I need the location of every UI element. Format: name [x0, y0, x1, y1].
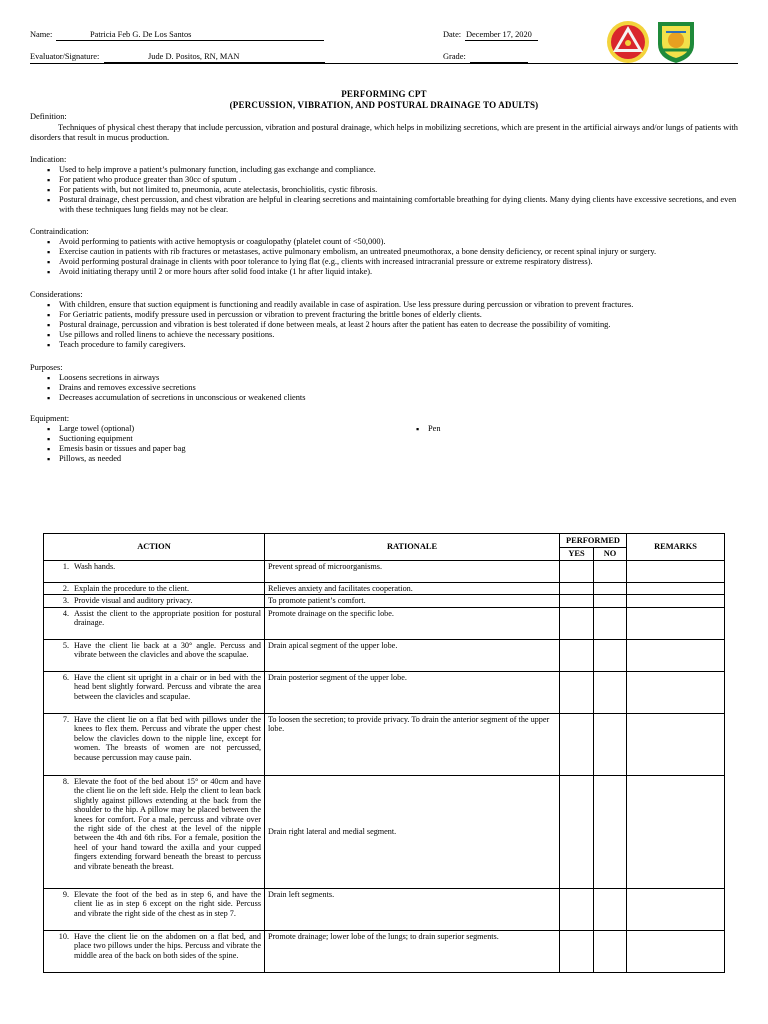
step-number: 8. [62, 776, 69, 786]
equipment-heading: Equipment: [30, 414, 70, 423]
no-cell[interactable] [594, 583, 627, 595]
table-row [44, 930, 725, 972]
table-row [44, 775, 725, 888]
step-rationale: Prevent spread of microorganisms. [265, 561, 560, 583]
step-rationale: Drain posterior segment of the upper lobe. [265, 671, 560, 713]
step-rationale: Promote drainage on the specific lobe. [265, 607, 560, 639]
list-item: ▪ Avoid performing to patients with active hemoptysis or coagulopathy (platelet count of <50,000). [45, 237, 738, 247]
list-item: ▪ Pillows, as needed [45, 454, 375, 464]
evaluator-value: Jude D. Positos, RN, MAN [148, 52, 240, 61]
list-item: ▪ Postural drainage, percussion and vibration is best tolerated if done between meals, at least 2 hours after the patient has eaten to decrease the possibility of vomiting. [45, 320, 738, 330]
indication-list [45, 165, 738, 215]
indication-heading: Indication: [30, 155, 67, 164]
list-item: ▪ Loosens secretions in airways [45, 373, 738, 383]
no-cell[interactable] [594, 930, 627, 972]
step-rationale: Drain apical segment of the upper lobe. [265, 639, 560, 671]
step-action: Wash hands. [74, 562, 116, 571]
list-item: ▪ Pen [414, 424, 614, 434]
list-item: ▪ For patient who produce greater than 30cc of sputum . [45, 175, 738, 185]
yes-cell[interactable] [560, 775, 594, 888]
list-item: ▪ Used to help improve a patient’s pulmonary function, including gas exchange and compliance. [45, 165, 738, 175]
considerations-heading: Considerations: [30, 290, 83, 299]
doc-subtitle: (PERCUSSION, VIBRATION, AND POSTURAL DRAINAGE TO ADULTS) [229, 100, 539, 110]
remarks-cell[interactable] [627, 713, 725, 775]
remarks-cell[interactable] [627, 775, 725, 888]
no-cell[interactable] [594, 775, 627, 888]
list-item: ▪ Drains and removes excessive secretions [45, 383, 738, 393]
remarks-cell[interactable] [627, 930, 725, 972]
table-row [44, 888, 725, 930]
step-action: Elevate the foot of the bed as in step 6, and have the client lie as in step 6 except on the right side. Percuss and vibrate the right side of the chest as in step 7. [74, 889, 261, 918]
yes-cell[interactable] [560, 607, 594, 639]
step-action: Provide visual and auditory privacy. [74, 596, 193, 606]
step-rationale: Drain right lateral and medial segment. [265, 775, 560, 888]
yes-cell[interactable] [560, 671, 594, 713]
list-item: ▪ Teach procedure to family caregivers. [45, 340, 738, 350]
list-item: ▪ For Geriatric patients, modify pressure used in percussion or vibration to prevent fracturing the brittle bones of elderly clients. [45, 310, 738, 320]
step-action: Have the client lie back at a 30° angle. Percuss and vibrate between the clavicles and above the scapulae. [74, 640, 261, 660]
yes-cell[interactable] [560, 561, 594, 583]
name-label: Name: [30, 30, 53, 39]
col-action-header: ACTION [44, 534, 265, 561]
list-item: ▪ Decreases accumulation of secretions in unconscious or weakened clients [45, 393, 738, 403]
table-row [44, 671, 725, 713]
no-cell[interactable] [594, 888, 627, 930]
remarks-cell[interactable] [627, 583, 725, 595]
name-underline [56, 40, 324, 41]
step-rationale: Relieves anxiety and facilitates cooperation. [265, 583, 560, 595]
purposes-list [45, 373, 738, 403]
step-number: 1. [62, 562, 69, 571]
step-action: Have the client lie on a flat bed with pillows under the knees to flex them. Percuss and vibrate the upper chest below the clavicles down to the nipple line, except for women. The breasts of women are not percussed, because percussion may cause pain. [74, 714, 261, 762]
step-action: Assist the client to the appropriate position for postural drainage. [74, 608, 261, 628]
date-underline [465, 40, 538, 41]
yes-cell[interactable] [560, 595, 594, 607]
list-item: ▪ Emesis basin or tissues and paper bag [45, 444, 375, 454]
contraindication-heading: Contraindication: [30, 227, 89, 236]
evaluator-label: Evaluator/Signature: [30, 52, 100, 61]
list-item: ▪ For patients with, but not limited to, pneumonia, acute atelectasis, bronchiolitis, cystic fibrosis. [45, 185, 738, 195]
list-item: ▪ Exercise caution in patients with rib fractures or metastases, active pulmonary embolism, an untreated pneumothorax, a bone density deficiency, or recent spinal injury or surgery. [45, 247, 738, 257]
col-rationale-header: RATIONALE [265, 534, 560, 561]
list-item: ▪ Large towel (optional) [45, 424, 375, 434]
remarks-cell[interactable] [627, 888, 725, 930]
list-item: ▪ With children, ensure that suction equipment is functioning and readily available in case of aspiration. Use less pressure during percussion or vibration to prevent fractures. [45, 300, 738, 310]
table-row [44, 561, 725, 583]
no-cell[interactable] [594, 595, 627, 607]
list-item: ▪ Avoid performing postural drainage in clients with poor tolerance to lying flat (e.g., clients with increased intracranial pressure or extreme respiratory distress). [45, 257, 738, 267]
yes-cell[interactable] [560, 888, 594, 930]
step-number: 4. [62, 608, 69, 618]
procedure-table [43, 533, 725, 973]
considerations-list [45, 300, 738, 350]
no-cell[interactable] [594, 561, 627, 583]
step-number: 6. [62, 672, 69, 682]
remarks-cell[interactable] [627, 671, 725, 713]
name-value: Patricia Feb G. De Los Santos [90, 30, 192, 39]
step-number: 3. [62, 596, 69, 606]
school-logo-icon [606, 18, 746, 64]
step-number: 7. [62, 714, 69, 724]
remarks-cell[interactable] [627, 561, 725, 583]
table-row [44, 607, 725, 639]
table-row [44, 595, 725, 607]
table-row [44, 583, 725, 595]
date-label: Date: [443, 30, 462, 39]
col-yes-header: YES [560, 548, 594, 561]
list-item: ▪ Suctioning equipment [45, 434, 375, 444]
equipment-list-left [45, 424, 375, 464]
col-performed-header: PERFORMED [560, 534, 627, 548]
list-item: ▪ Avoid initiating therapy until 2 or more hours after solid food intake (1 hr after liquid intake). [45, 267, 738, 277]
step-number: 9. [62, 889, 69, 899]
definition-text: Techniques of physical chest therapy that include percussion, vibration and postural drainage, which helps in mobilizing secretions, which are present in the artificial airways and/or lungs of patients with disorders that result in mucus production. [30, 123, 738, 143]
step-rationale: To loosen the secretion; to provide privacy. To drain the anterior segment of the upper lobe. [265, 713, 560, 775]
definition-heading: Definition: [30, 112, 67, 121]
purposes-heading: Purposes: [30, 363, 63, 372]
step-number: 10. [58, 931, 69, 941]
no-cell[interactable] [594, 671, 627, 713]
yes-cell[interactable] [560, 713, 594, 775]
no-cell[interactable] [594, 713, 627, 775]
doc-title: PERFORMING CPT [341, 89, 427, 99]
grade-label: Grade: [443, 52, 466, 61]
yes-cell[interactable] [560, 583, 594, 595]
no-cell[interactable] [594, 639, 627, 671]
table-row [44, 713, 725, 775]
contraindication-list [45, 237, 738, 277]
step-rationale: Drain left segments. [265, 888, 560, 930]
step-number: 2. [62, 584, 69, 593]
school-logos [606, 18, 746, 64]
remarks-cell[interactable] [627, 639, 725, 671]
yes-cell[interactable] [560, 930, 594, 972]
step-rationale: Promote drainage; lower lobe of the lungs; to drain superior segments. [265, 930, 560, 972]
step-action: Explain the procedure to the client. [74, 584, 190, 593]
remarks-cell[interactable] [627, 607, 725, 639]
col-no-header: NO [594, 548, 627, 561]
step-rationale: To promote patient’s comfort. [265, 595, 560, 607]
no-cell[interactable] [594, 607, 627, 639]
step-action: Have the client sit upright in a chair or in bed with the head bent slightly forward. Percuss and vibrate the area between the clavicles and scapulae. [74, 672, 261, 701]
yes-cell[interactable] [560, 639, 594, 671]
col-remarks-header: REMARKS [627, 534, 725, 561]
step-number: 5. [62, 640, 69, 650]
step-action: Elevate the foot of the bed about 15° or 40cm and have the client lie on the left side. Help the client to lean back slightly against pillows extending at the back from the shoulder to the hip. A pillow may be placed between the knees for comfort. For a male, percuss and vibrate over the right side of the chest at the level of the nipple between the 4th and 6th ribs. For a female, position the heel of your hand toward the axilla and your cupped fingers extending forward beneath the breast to percuss and vibrate beneath the breast. [74, 776, 261, 871]
list-item: ▪ Use pillows and rolled linens to achieve the necessary positions. [45, 330, 738, 340]
equipment-list-right [414, 424, 614, 434]
remarks-cell[interactable] [627, 595, 725, 607]
date-value: December 17, 2020 [466, 30, 532, 39]
table-row [44, 639, 725, 671]
header-rule [30, 63, 738, 64]
step-action: Have the client lie on the abdomen on a flat bed, and place two pillows under the hips. Percuss and vibrate the middle area of the back on both sides of the spine. [74, 931, 261, 960]
list-item: ▪ Postural drainage, chest percussion, and chest vibration are helpful in clearing secretions and maintaining comfortable breathing for dying clients. Many dying clients have excessive secretions, and even with these techniques lung fields may not be clear. [45, 195, 738, 215]
